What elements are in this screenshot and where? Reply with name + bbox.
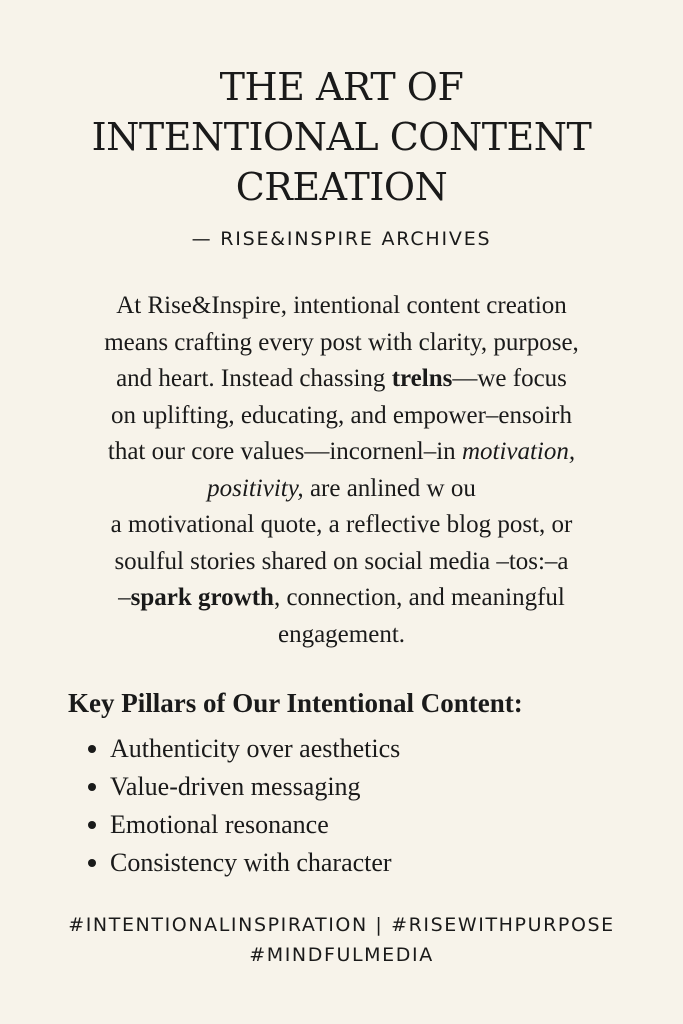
list-item-label: Emotional resonance: [110, 810, 329, 839]
body-text: –: [118, 584, 131, 611]
body-bold-text: trelns: [391, 365, 453, 392]
body-line: soulful stories shared on social media –tos:–a: [114, 547, 569, 575]
bullet-icon: [88, 783, 96, 791]
list-item-label: Value-driven messaging: [110, 772, 361, 801]
page-title: [0, 62, 683, 212]
bullet-icon: [88, 745, 96, 753]
pillars-heading: Key Pillars of Our Intentional Content:: [68, 688, 523, 718]
body-line: means crafting every post with clarity, purpose,: [104, 328, 579, 356]
hashtag-line: #MINDFULMEDIA: [249, 944, 434, 966]
title-line: THE ART OF: [219, 65, 464, 109]
pillars-list: [88, 730, 400, 882]
body-line: [40, 434, 643, 471]
list-item: [88, 730, 400, 768]
body-line: [40, 361, 643, 398]
title-line: INTENTIONAL CONTENT: [91, 115, 592, 159]
body-line: a motivational quote, a reflective blog post, or: [110, 511, 573, 538]
bullet-icon: [88, 821, 96, 829]
body-text: are anlined w ou: [303, 474, 476, 502]
list-item: [88, 806, 400, 844]
hashtag-line: #INTENTIONALINSPIRATION | #RISEWITHPURPOSE: [68, 914, 615, 936]
body-italic-text: positivity,: [207, 474, 304, 502]
body-text: that our core values—incornenl–in: [107, 438, 462, 465]
list-item-label: Authenticity over aesthetics: [110, 734, 401, 763]
body-bold-text: spark growth: [130, 584, 274, 611]
body-line: [40, 471, 643, 508]
body-line: engagement.: [277, 620, 406, 648]
list-item: [88, 844, 400, 882]
body-paragraph: [40, 288, 643, 653]
body-text: —we focus: [452, 365, 567, 392]
body-italic-text: motivation,: [461, 438, 576, 465]
body-text: and heart. Instead chassing: [116, 365, 392, 392]
subtitle: — RISE&INSPIRE ARCHIVES: [191, 228, 492, 250]
title-line: CREATION: [235, 165, 448, 209]
list-item-label: Consistency with character: [110, 848, 392, 877]
list-item: [88, 768, 400, 806]
body-line: on uplifting, educating, and empower–ensoirh: [111, 401, 572, 429]
body-line: At Rise&Inspire, intentional content creation: [116, 292, 567, 319]
bullet-icon: [88, 859, 96, 867]
body-line: [40, 580, 643, 617]
body-text: , connection, and meaningful: [273, 584, 565, 611]
hashtags: [0, 910, 683, 970]
